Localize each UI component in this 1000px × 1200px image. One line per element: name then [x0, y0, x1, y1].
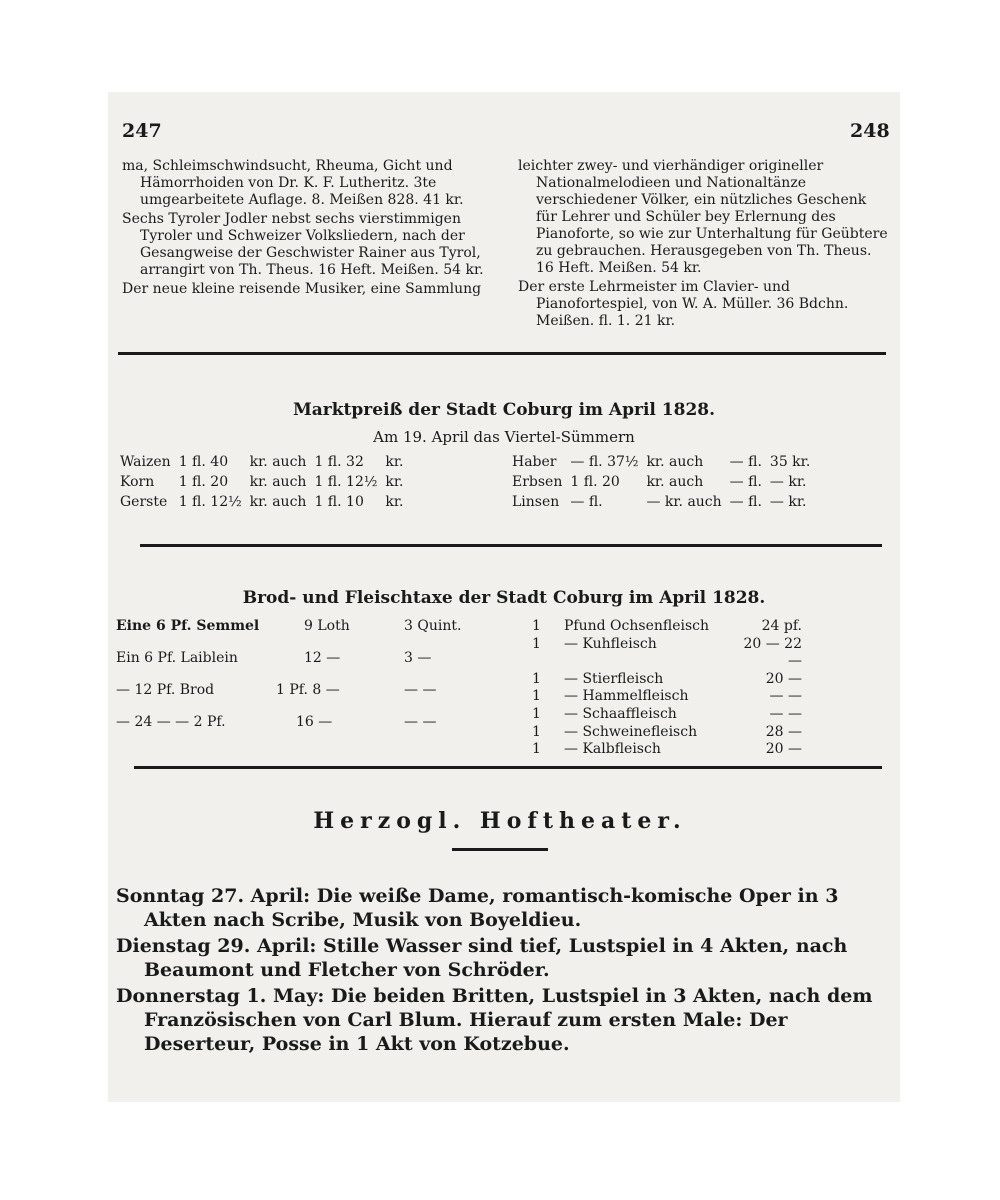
- theater-program: [116, 884, 886, 1058]
- bread-quint: 3 —: [404, 650, 432, 666]
- meat-qty: 1: [532, 635, 541, 652]
- market-table-right: [508, 452, 814, 512]
- bread-quint: — —: [404, 714, 437, 730]
- market-subtitle: Am 19. April das Viertel-Sümmern: [373, 428, 635, 446]
- price-cell: kr.: [385, 474, 404, 490]
- meat-price: — —: [769, 688, 802, 705]
- table-row: [532, 636, 802, 671]
- bread-item: Eine 6 Pf. Semmel: [116, 618, 260, 634]
- left-column: [122, 158, 490, 300]
- entry-lehrmeister: Der erste Lehrmeister im Clavier- und Pianofortespiel, von W. A. Müller. 36 Bdchn. Meißen. fl. 1. 21 kr.: [518, 279, 849, 329]
- price-cell: kr.: [385, 494, 404, 510]
- meat-price: 20 — 22 —: [743, 635, 802, 670]
- grain-name: Haber: [512, 454, 557, 470]
- meat-name: — Kuhfleisch: [564, 635, 657, 652]
- bread-weight: 1 Pf. 8 —: [276, 682, 340, 698]
- meat-name: — Kalbfleisch: [564, 741, 661, 758]
- theater-title: Herzogl. Hoftheater.: [313, 808, 687, 834]
- meat-qty: 1: [532, 688, 541, 705]
- price-cell: — kr. auch: [646, 494, 722, 510]
- meat-qty: 1: [532, 618, 541, 634]
- divider-1: [118, 352, 886, 355]
- price-cell: 1 fl. 20: [570, 474, 620, 490]
- price-cell: — fl.: [729, 474, 762, 490]
- meat-name: Pfund Ochsenfleisch: [564, 618, 710, 634]
- table-row: [532, 724, 802, 742]
- meat-qty: 1: [532, 705, 541, 722]
- price-cell: — kr.: [769, 494, 807, 510]
- grain-name: Waizen: [120, 454, 171, 470]
- meat-table: [532, 618, 802, 759]
- meat-price: 24 pf.: [761, 618, 802, 634]
- bread-weight: 12 —: [304, 650, 341, 666]
- table-row: [508, 472, 814, 492]
- price-cell: 1 fl. 12½: [178, 494, 242, 510]
- page-number-right: 248: [850, 120, 890, 142]
- meat-price: 20 —: [765, 670, 802, 687]
- table-row: [532, 688, 802, 706]
- meat-qty: 1: [532, 741, 541, 758]
- bread-quint: 3 Quint.: [404, 618, 462, 634]
- meat-price: 20 —: [765, 741, 802, 758]
- price-cell: 1 fl. 20: [178, 474, 229, 490]
- price-cell: 1 fl. 32: [314, 454, 364, 470]
- bread-weight: 16 —: [296, 714, 333, 730]
- bread-weight: 9 Loth: [304, 618, 350, 634]
- price-cell: kr.: [385, 454, 404, 470]
- table-row: [532, 618, 802, 636]
- price-cell: 35 kr.: [769, 454, 811, 470]
- entry-reisende-musiker: Der neue kleine reisende Musiker, eine Sammlung: [122, 281, 482, 297]
- price-cell: — fl.: [729, 454, 762, 470]
- program-dienstag: Dienstag 29. April: Stille Wasser sind tief, Lustspiel in 4 Akten, nach Beaumont und Fletcher von Schröder.: [116, 935, 848, 981]
- meat-name: — Hammelfleisch: [564, 688, 689, 705]
- entry-tyroler-jodler: Sechs Tyroler Jodler nebst sechs vierstimmigen Tyroler und Schweizer Volksliedern, nach der Gesangweise der Geschwister Rainer aus Tyrol, arrangirt von Th. Theus. 16 Heft. Meißen. 54 kr.: [122, 211, 484, 278]
- meat-price: — —: [769, 705, 802, 722]
- table-row: [508, 492, 814, 512]
- price-cell: 1 fl. 40: [178, 454, 229, 470]
- market-title: Marktpreiß der Stadt Coburg im April 1828.: [292, 400, 716, 420]
- price-cell: kr. auch: [249, 494, 307, 510]
- bread-quint: — —: [404, 682, 437, 698]
- price-cell: — fl.: [570, 494, 603, 510]
- meat-price: 28 —: [765, 723, 802, 740]
- table-row: [532, 706, 802, 724]
- price-cell: kr. auch: [646, 474, 704, 490]
- title-underline: [452, 848, 548, 851]
- price-cell: — fl.: [729, 494, 762, 510]
- price-cell: kr. auch: [646, 454, 704, 470]
- table-row: [116, 492, 408, 512]
- bread-item: Ein 6 Pf. Laiblein: [116, 650, 238, 666]
- price-cell: kr. auch: [249, 454, 307, 470]
- bread-item: — 24 — — 2 Pf.: [116, 714, 226, 730]
- price-cell: 1 fl. 10: [314, 494, 364, 510]
- meat-name: — Stierfleisch: [564, 670, 664, 687]
- grain-name: Erbsen: [512, 474, 563, 490]
- table-row: [532, 671, 802, 689]
- grain-name: Gerste: [120, 494, 168, 510]
- price-cell: — fl. 37½: [570, 454, 639, 470]
- entry-nationalmelodieen: leichter zwey- und vierhändiger origineller Nationalmelodieen und Nationaltänze verschiedener Völker, ein nützliches Geschenk für Lehrer und Schüler bey Erlernung des Pianoforte, so wie zur Unterhaltung für Geübtere zu gebrauchen. Herausgegeben von Th. Theus. 16 Heft. Meißen. 54 kr.: [518, 158, 888, 276]
- right-column: [518, 158, 890, 332]
- grain-name: Korn: [120, 474, 155, 490]
- table-row: [116, 452, 408, 472]
- price-cell: kr. auch: [249, 474, 307, 490]
- bread-item: — 12 Pf. Brod: [116, 682, 215, 698]
- meat-qty: 1: [532, 670, 541, 687]
- table-row: [508, 452, 814, 472]
- page-number-left: 247: [122, 120, 162, 142]
- price-cell: — kr.: [769, 474, 807, 490]
- program-sonntag: Sonntag 27. April: Die weiße Dame, romantisch-komische Oper in 3 Akten nach Scribe, Musik von Boyeldieu.: [116, 885, 839, 931]
- meat-name: — Schweinefleisch: [564, 723, 698, 740]
- divider-2: [140, 544, 882, 547]
- price-cell: 1 fl. 12½: [314, 474, 378, 490]
- meat-name: — Schaaffleisch: [564, 705, 677, 722]
- table-row: [532, 741, 802, 759]
- program-donnerstag: Donnerstag 1. May: Die beiden Britten, Lustspiel in 3 Akten, nach dem Französischen von Carl Blum. Hierauf zum ersten Male: Der Deserteur, Posse in 1 Akt von Kotzebue.: [116, 985, 873, 1055]
- meat-qty: 1: [532, 723, 541, 740]
- table-row: [116, 472, 408, 492]
- bread-title: Brod- und Fleischtaxe der Stadt Coburg im April 1828.: [242, 588, 766, 608]
- grain-name: Linsen: [512, 494, 560, 510]
- bread-table: [116, 618, 516, 738]
- entry-lutheritz: ma, Schleimschwindsucht, Rheuma, Gicht und Hämorrhoiden von Dr. K. F. Lutheritz. 3te umgearbeitete Auflage. 8. Meißen 828. 41 kr.: [122, 158, 464, 208]
- market-table-left: [116, 452, 408, 512]
- divider-3: [134, 766, 882, 769]
